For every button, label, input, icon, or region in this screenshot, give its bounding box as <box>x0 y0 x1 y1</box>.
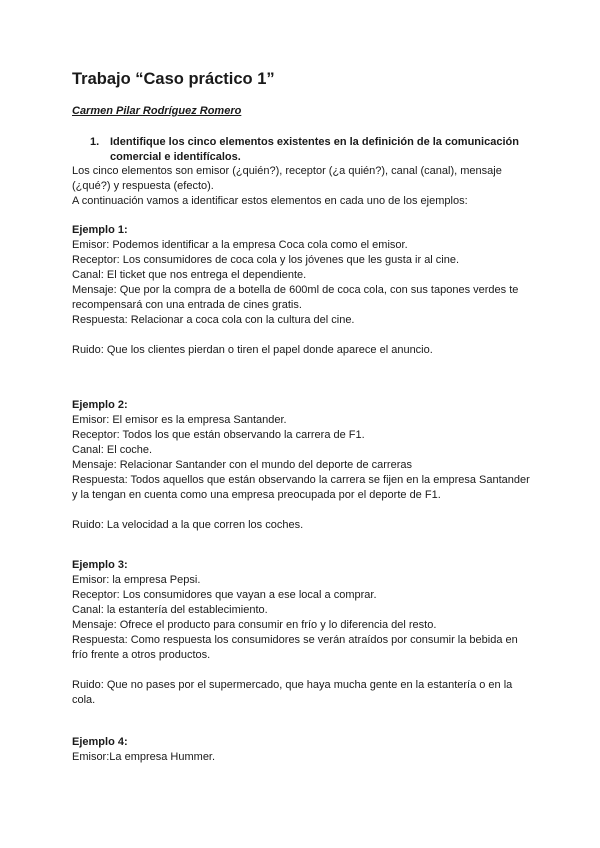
example-line: Respuesta: Todos aquellos que están observando la carrera se fijen en la empresa Santander y la tengan en cuenta como una empresa preocupada por el deporte de F1. <box>72 474 530 501</box>
intro-paragraph: A continuación vamos a identificar estos elementos en cada uno de los ejemplos: <box>72 195 468 207</box>
example-section <box>72 223 532 358</box>
example-line: Mensaje: Relacionar Santander con el mundo del deporte de carreras <box>72 459 412 471</box>
example-noise: Ruido: Que no pases por el supermercado, que haya mucha gente en la estantería o en la cola. <box>72 679 513 706</box>
example-line: Emisor: la empresa Pepsi. <box>72 574 201 586</box>
question-text: Identifique los cinco elementos existentes en la definición de la comunicación comercial e identifícalos. <box>110 136 519 163</box>
example-line: Emisor: Podemos identificar a la empresa Coca cola como el emisor. <box>72 239 408 251</box>
intro-paragraph: Los cinco elementos son emisor (¿quién?), receptor (¿a quién?), canal (canal), mensaje (¿qué?) y respuesta (efecto). <box>72 165 502 192</box>
intro-section <box>72 164 532 209</box>
example-line: Canal: la estantería del establecimiento. <box>72 604 268 616</box>
question-item <box>90 135 530 165</box>
document-title: Trabajo “Caso práctico 1” <box>72 70 275 88</box>
example-heading: Ejemplo 2: <box>72 399 128 411</box>
example-noise: Ruido: Que los clientes pierdan o tiren el papel donde aparece el anuncio. <box>72 344 433 356</box>
example-line: Respuesta: Relacionar a coca cola con la cultura del cine. <box>72 314 355 326</box>
example-line: Receptor: Los consumidores de coca cola y los jóvenes que les gusta ir al cine. <box>72 254 460 266</box>
question-number: 1. <box>90 136 100 148</box>
example-line: Canal: El coche. <box>72 444 153 456</box>
example-section <box>72 558 532 708</box>
example-line: Receptor: Los consumidores que vayan a ese local a comprar. <box>72 589 377 601</box>
example-noise: Ruido: La velocidad a la que corren los coches. <box>72 519 304 531</box>
example-line: Respuesta: Como respuesta los consumidores se verán atraídos por consumir la bebida en frío frente a otros productos. <box>72 634 518 661</box>
example-section <box>72 735 532 765</box>
example-heading: Ejemplo 3: <box>72 559 128 571</box>
example-line: Emisor:La empresa Hummer. <box>72 751 216 763</box>
example-heading: Ejemplo 1: <box>72 224 128 236</box>
example-line: Mensaje: Que por la compra de a botella de 600ml de coca cola, con sus tapones verdes te recompensará con una entrada de cines gratis. <box>72 284 519 311</box>
example-line: Canal: El ticket que nos entrega el dependiente. <box>72 269 307 281</box>
example-heading: Ejemplo 4: <box>72 736 128 748</box>
author-name: Carmen Pilar Rodríguez Romero <box>72 105 242 117</box>
example-section <box>72 398 532 533</box>
example-line: Receptor: Todos los que están observando la carrera de F1. <box>72 429 365 441</box>
example-line: Emisor: El emisor es la empresa Santander. <box>72 414 287 426</box>
example-line: Mensaje: Ofrece el producto para consumir en frío y lo diferencia del resto. <box>72 619 437 631</box>
